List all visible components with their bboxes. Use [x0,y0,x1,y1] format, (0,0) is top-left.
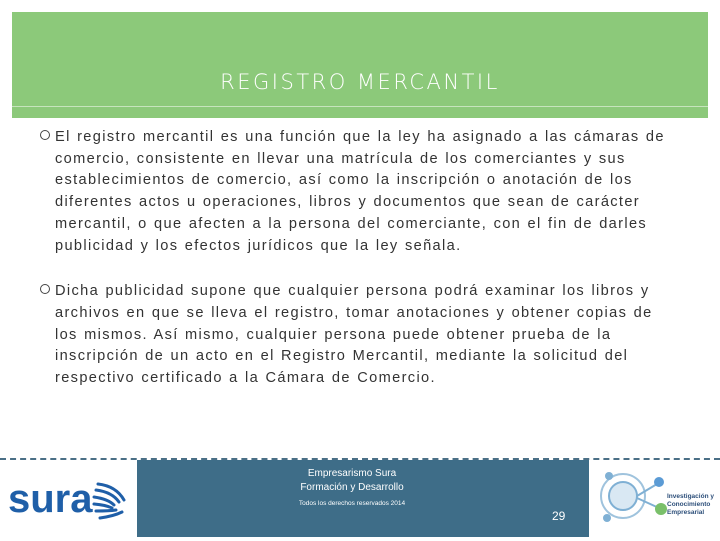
title-bar [12,12,708,118]
bullet-text: Dicha publicidad supone que cualquier persona podrá examinar los libros y archivos en que se lleva el registro, tomar anotaciones y obtener copias de los mismos. Así mismo, cualquier persona puede obtener prueba de la inscripción de un acto en el Registro Mercantil, mediante la solicitud del respectivo certificado a la Cámara de Comercio. [55,283,653,387]
investigacion-logo-line3: Empresarial [667,509,705,516]
footer-org-name: Empresarismo Sura [307,468,397,479]
slide-title: REGISTRO MERCANTIL [220,70,500,94]
sura-swoosh-icon [94,484,124,518]
page-number: 29 [552,509,566,523]
bullet-item [40,127,670,257]
footer-copyright: Todos los derechos reservados 2014 [298,500,406,507]
investigacion-logo [595,462,715,536]
bullet-list [40,127,670,414]
footer-box [137,460,589,537]
circle-bullet-icon [40,284,50,294]
investigacion-logo-line2: Conocimiento [667,501,711,508]
footer-program-name: Formación y Desarrollo [300,482,404,493]
circle-bullet-icon [40,130,50,140]
molecule-icon [601,472,667,522]
bullet-text: El registro mercantil es una función que la ley ha asignado a las cámaras de comercio, consistente en llevar una matrícula de los comerciantes y sus establecimientos de comercio, así como la inscripción o anotación de los diferentes actos u operaciones, libros y documentos que sean de carácter mercantil, o que afecten a la persona del comerciante, con el fin de darles publicidad y los efectos jurídicos que la ley señala. [55,129,665,254]
sura-logo-text: sura [8,477,93,521]
investigacion-logo-line1: Investigación y [667,493,714,500]
bullet-item [40,281,670,390]
sura-logo [6,470,136,530]
title-underline [12,106,708,107]
